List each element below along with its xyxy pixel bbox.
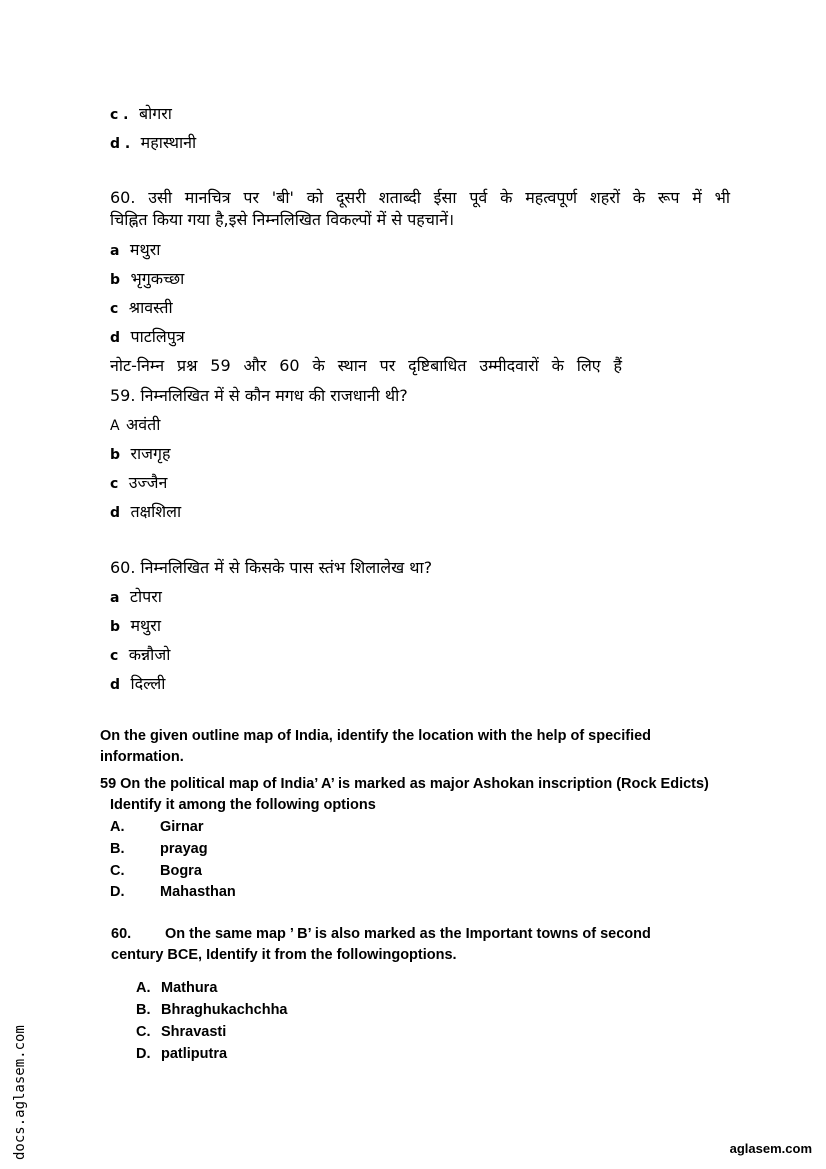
- footer-brand: aglasem.com: [729, 1141, 812, 1156]
- option-text: मथुरा: [129, 240, 161, 259]
- hindi-q60-alt-option-d: [110, 672, 165, 694]
- hindi-q60-alt-option-b: [110, 614, 161, 636]
- option-key: D.: [136, 1046, 151, 1062]
- english-q60-option-b: [136, 1002, 288, 1018]
- option-key: A: [110, 418, 120, 434]
- option-key: d: [110, 677, 121, 693]
- option-key: c: [110, 301, 119, 317]
- option-text: patliputra: [161, 1046, 228, 1062]
- watermark-docs-aglasem: docs.aglasem.com: [12, 1025, 28, 1160]
- option-key: b: [110, 447, 121, 463]
- hindi-q60-option-c: [110, 296, 173, 318]
- option-text: तक्षशिला: [130, 502, 182, 521]
- english-q59-line1: 59 On the political map of India’ A’ is marked as major Ashokan inscription (Rock Edicts): [100, 776, 709, 792]
- option-text: Girnar: [160, 819, 204, 835]
- option-text: बोगरा: [138, 104, 172, 123]
- option-key: c: [110, 648, 119, 664]
- hindi-q60-option-b: [110, 267, 184, 289]
- option-key: d .: [110, 136, 131, 152]
- english-q60-line2: century BCE, Identify it from the followingoptions.: [111, 947, 457, 963]
- english-q59-option-d: [110, 884, 236, 900]
- hindi-q59-alt-question: 59. निम्नलिखित में से कौन मगध की राजधानी थी?: [110, 386, 408, 405]
- option-key: b: [110, 619, 121, 635]
- option-key: C.: [136, 1024, 151, 1040]
- option-key: c: [110, 476, 119, 492]
- option-text: prayag: [160, 841, 208, 857]
- option-key: d: [110, 505, 121, 521]
- option-key: C.: [110, 863, 125, 879]
- option-key: a: [110, 590, 120, 606]
- english-intro-line1: On the given outline map of India, identify the location with the help of specified: [100, 728, 652, 744]
- option-text: राजगृह: [130, 444, 171, 463]
- hindi-q60-option-d: [110, 325, 185, 347]
- option-c-top: [110, 102, 172, 124]
- english-q60-option-d: [136, 1046, 227, 1062]
- option-key: B.: [136, 1002, 151, 1018]
- english-q60-option-a: [136, 980, 217, 996]
- option-text: Bogra: [160, 863, 202, 879]
- hindi-q59-alt-option-d: [110, 500, 181, 522]
- option-key: B.: [110, 841, 125, 857]
- option-text: मथुरा: [130, 616, 161, 635]
- english-q59-option-b: [110, 841, 208, 857]
- option-key: c .: [110, 107, 129, 123]
- option-key: d: [110, 330, 121, 346]
- option-text: दिल्ली: [130, 674, 166, 693]
- hindi-q59-alt-option-a: [110, 413, 160, 435]
- option-key: A.: [136, 980, 151, 996]
- note-visually-impaired: नोट-निम्न प्रश्न 59 और 60 के स्थान पर दृष्टिबाधित उम्मीदवारों के लिए हैं: [110, 356, 622, 375]
- hindi-q60-alt-question: 60. निम्नलिखित में से किसके पास स्तंभ शिलालेख था?: [110, 558, 433, 577]
- english-q59-line2: Identify it among the following options: [110, 797, 376, 813]
- option-text: Bhraghukachchha: [161, 1002, 288, 1018]
- option-text: श्रावस्ती: [128, 298, 173, 317]
- english-q59-option-c: [110, 863, 202, 879]
- option-text: Mathura: [161, 980, 218, 996]
- option-text: टोपरा: [129, 587, 162, 606]
- option-key: a: [110, 243, 120, 259]
- option-text: अवंती: [126, 415, 161, 434]
- english-q59-option-a: [110, 819, 204, 835]
- option-text: उज्जैन: [128, 473, 168, 492]
- english-q60-line1: On the same map ’ B’ is also marked as the Important towns of second: [165, 926, 651, 942]
- option-text: महास्थानी: [140, 133, 197, 152]
- hindi-q59-alt-option-b: [110, 442, 171, 464]
- hindi-q60-alt-option-a: [110, 585, 162, 607]
- hindi-q60-option-a: [110, 238, 160, 260]
- hindi-q60-line1: 60. उसी मानचित्र पर 'बी' को दूसरी शताब्दी ईसा पूर्व के महत्वपूर्ण शहरों के रूप में भी: [110, 188, 730, 207]
- hindi-q60-line2: चिह्नित किया गया है,इसे निम्नलिखित विकल्पों में से पहचानें।: [110, 210, 455, 229]
- option-key: b: [110, 272, 121, 288]
- english-intro-line2: information.: [100, 749, 184, 765]
- hindi-q60-alt-option-c: [110, 643, 170, 665]
- option-key: A.: [110, 819, 125, 835]
- option-text: भृगुकच्छा: [130, 269, 185, 288]
- english-q60-number: 60.: [111, 926, 132, 942]
- option-text: Shravasti: [161, 1024, 227, 1040]
- hindi-q59-alt-option-c: [110, 471, 167, 493]
- option-text: कन्नौजो: [128, 645, 171, 664]
- english-q60-option-c: [136, 1024, 226, 1040]
- option-key: D.: [110, 884, 125, 900]
- option-d-top: [110, 131, 196, 153]
- option-text: पाटलिपुत्र: [130, 327, 185, 346]
- option-text: Mahasthan: [160, 884, 236, 900]
